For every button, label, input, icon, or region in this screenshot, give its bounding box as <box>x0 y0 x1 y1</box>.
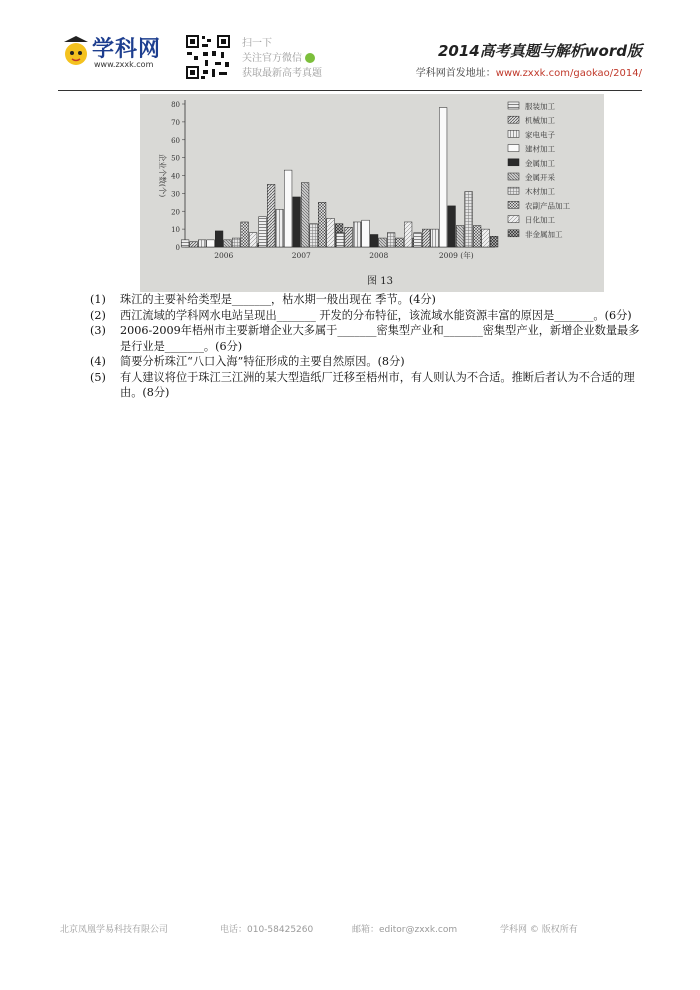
bar <box>259 217 267 247</box>
bar <box>465 192 473 247</box>
figure-caption: 图 13 <box>367 276 393 287</box>
bar <box>404 222 412 247</box>
bar <box>336 233 344 247</box>
legend-swatch <box>508 145 519 152</box>
mascot-icon <box>62 32 92 72</box>
x-tick-label: 2009 (年) <box>438 251 474 260</box>
legend-label: 木材加工 <box>525 187 555 197</box>
bar <box>215 231 223 247</box>
y-tick-label: 50 <box>171 154 180 163</box>
bar <box>310 224 318 247</box>
x-tick-label: 2007 <box>291 251 311 260</box>
question-item: (1) 珠江的主要补给类型是_______，枯水期一般出现在 季节。(4分) <box>90 293 436 306</box>
bar <box>448 206 456 247</box>
bar <box>327 218 335 247</box>
wechat-line: 获取最新高考真题 <box>242 68 322 79</box>
bar <box>456 226 464 247</box>
bar <box>207 240 215 247</box>
legend-label: 金属开采 <box>525 173 555 182</box>
bar <box>379 238 387 247</box>
bar <box>439 108 447 247</box>
question-item: (5) 有人建议将位于珠江三江洲的某大型造纸厂迁移至梧州市，有人则认为不合适。推断后者认为不合适的理由。(8分) <box>90 370 635 399</box>
legend-swatch <box>508 216 519 223</box>
zxxk-logo[interactable] <box>62 30 172 80</box>
gaokao-link[interactable]: www.zxxk.com/gaokao/2014/ <box>495 68 642 79</box>
bar <box>241 222 249 247</box>
wechat-promo <box>242 36 322 81</box>
legend-swatch <box>508 230 519 237</box>
question-item: (3) 2006-2009年梧州市主要新增企业大多属于_______密集型产业和_______密集型产业，新增企业数量最多是行业是_______。(6分) <box>90 324 640 353</box>
legend-label: 日化加工 <box>525 215 555 225</box>
bar <box>276 209 284 247</box>
wechat-icon <box>305 53 315 63</box>
bar <box>362 220 370 247</box>
x-tick-label: 2006 <box>214 251 234 260</box>
y-tick-label: 80 <box>171 101 180 109</box>
footer-company: 北京凤凰学易科技有限公司 <box>60 925 169 935</box>
qr-code-icon[interactable] <box>185 34 231 80</box>
footer-email: 邮箱：editor@zxxk.com <box>352 925 458 935</box>
brand-subtitle: 学科网首发地址：www.zxxk.com/gaokao/2014/ <box>415 68 642 79</box>
question-list <box>90 292 650 401</box>
bar <box>490 236 498 247</box>
bar <box>345 227 353 247</box>
bar <box>181 240 189 247</box>
bar <box>267 184 275 247</box>
wechat-line: 关注官方微信 <box>242 51 322 66</box>
legend-label: 农副产品加工 <box>525 201 570 211</box>
legend-swatch <box>508 116 519 123</box>
legend-label: 金属加工 <box>525 158 555 168</box>
legend-swatch <box>508 130 519 137</box>
footer-copyright: 学科网 © 版权所有 <box>500 925 578 935</box>
y-axis-label: 企业个数(个) <box>158 153 167 198</box>
bar <box>190 242 198 247</box>
y-tick-label: 10 <box>171 226 180 235</box>
page-header <box>0 0 700 92</box>
legend-label: 机械加工 <box>525 116 555 126</box>
bar <box>301 183 309 247</box>
header-divider <box>58 90 642 91</box>
legend-swatch <box>508 201 519 208</box>
bar <box>431 229 439 247</box>
bar <box>318 202 326 247</box>
bar <box>198 240 206 247</box>
y-tick-label: 0 <box>175 244 180 252</box>
bar <box>284 170 292 247</box>
legend-swatch <box>508 173 519 180</box>
y-tick-label: 60 <box>171 136 180 145</box>
bar <box>473 226 481 247</box>
bar <box>293 197 301 247</box>
logo-url: www.zxxk.com <box>94 60 154 69</box>
y-tick-label: 70 <box>171 118 180 127</box>
y-tick-label: 20 <box>171 208 180 217</box>
figure-13 <box>140 94 604 292</box>
bar <box>387 233 395 247</box>
legend-swatch <box>508 187 519 194</box>
legend-label: 非金属加工 <box>525 229 563 239</box>
y-tick-label: 40 <box>171 172 180 181</box>
legend-label: 家电电子 <box>525 130 555 140</box>
bar <box>414 233 422 247</box>
question-item: (4) 简要分析珠江“八口入海”特征形成的主要自然原因。(8分) <box>90 355 405 368</box>
question-item: (2) 西江流域的学科网水电站呈现出_______ 开发的分布特征，该流域水能资源丰富的原因是_______。(6分) <box>90 308 632 322</box>
bar <box>370 234 378 247</box>
logo-text: 学科网 <box>92 37 162 62</box>
legend-swatch <box>508 102 519 109</box>
bar <box>249 233 257 247</box>
bar <box>482 229 490 247</box>
legend-label: 服装加工 <box>525 102 555 111</box>
x-tick-label: 2008 <box>369 251 389 260</box>
brand-title: 2014高考真题与解析word版 <box>437 42 642 60</box>
bar <box>353 222 361 247</box>
bar <box>422 229 430 247</box>
legend-label: 建材加工 <box>525 144 555 154</box>
bar-chart <box>140 94 604 292</box>
footer-phone: 电话：010-58425260 <box>220 925 314 935</box>
bar <box>232 238 240 247</box>
wechat-line: 扫一下 <box>242 38 272 49</box>
y-tick-label: 30 <box>171 190 180 199</box>
bar <box>396 238 404 247</box>
legend-swatch <box>508 159 519 166</box>
bar <box>224 240 232 247</box>
